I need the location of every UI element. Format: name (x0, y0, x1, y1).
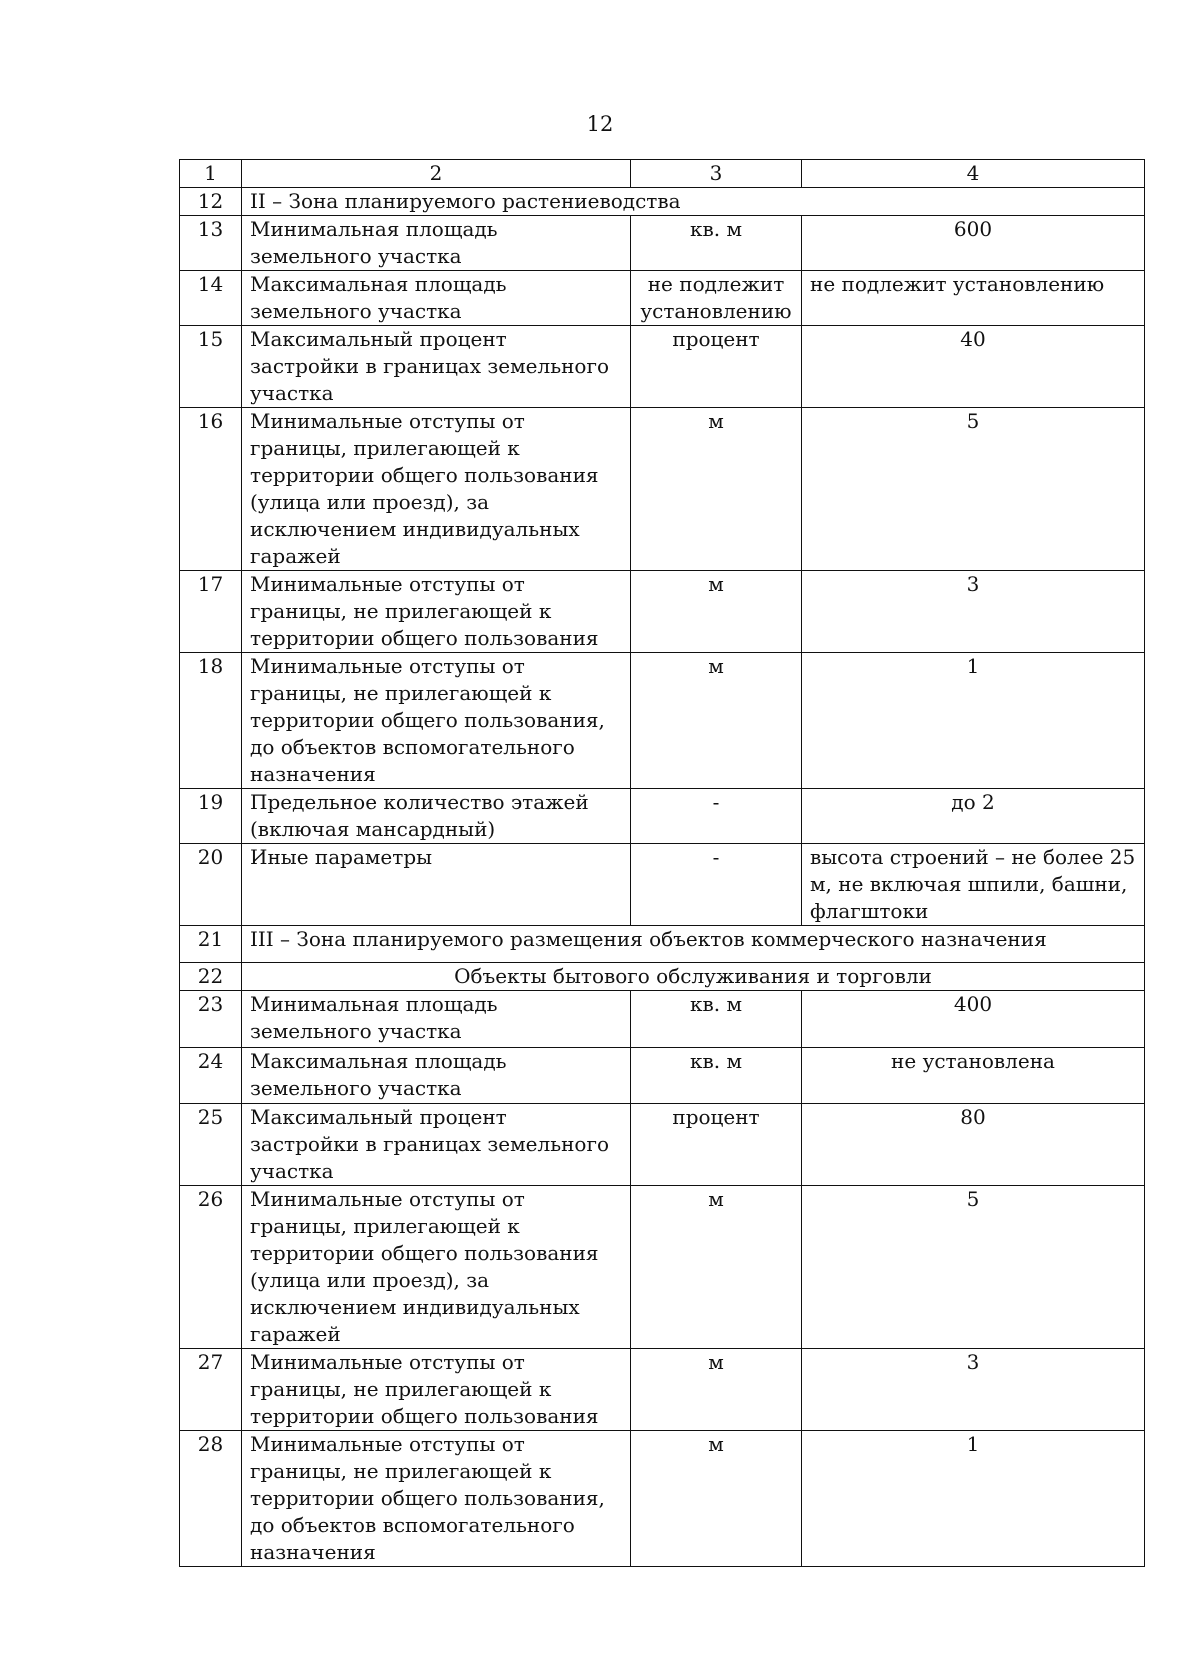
parameter-name: Максимальная площадь земельного участка (242, 1048, 631, 1104)
row-number: 27 (180, 1349, 242, 1431)
parameter-value: высота строений – не более 25 м, не включая шпили, башни, флагштоки (802, 844, 1145, 926)
subsection-title: Объекты бытового обслуживания и торговли (242, 963, 1145, 991)
unit: - (631, 789, 802, 844)
row-number: 12 (180, 188, 242, 216)
table-row (180, 1186, 1145, 1349)
column-number-1: 1 (180, 160, 242, 188)
parameter-value: 40 (802, 326, 1145, 408)
table-row (180, 271, 1145, 326)
unit: кв. м (631, 1048, 802, 1104)
row-number: 26 (180, 1186, 242, 1349)
unit: м (631, 408, 802, 571)
parameter-name: Минимальная площадь земельного участка (242, 991, 631, 1048)
unit: м (631, 1186, 802, 1349)
section-row (180, 188, 1145, 216)
table-row (180, 653, 1145, 789)
parameter-value: 5 (802, 408, 1145, 571)
section-title: II – Зона планируемого растениеводства (242, 188, 1145, 216)
parameter-value: до 2 (802, 789, 1145, 844)
parameter-name: Минимальные отступы от границы, не прилегающей к территории общего пользования, до объектов вспомогательного назначения (242, 653, 631, 789)
page-number: 12 (586, 112, 614, 136)
parameter-value: не установлена (802, 1048, 1145, 1104)
parameter-value: 400 (802, 991, 1145, 1048)
section-title: III – Зона планируемого размещения объектов коммерческого назначения (242, 926, 1145, 963)
row-number: 19 (180, 789, 242, 844)
subheading-row (180, 963, 1145, 991)
parameter-name: Максимальный процент застройки в границах земельного участка (242, 1104, 631, 1186)
row-number: 25 (180, 1104, 242, 1186)
parameters-table (179, 159, 1145, 1567)
column-number-2: 2 (242, 160, 631, 188)
section-row (180, 926, 1145, 963)
row-number: 15 (180, 326, 242, 408)
unit: не подлежит установлению (631, 271, 802, 326)
parameter-value: 80 (802, 1104, 1145, 1186)
parameter-value: 3 (802, 571, 1145, 653)
parameter-name: Минимальные отступы от границы, не прилегающей к территории общего пользования (242, 571, 631, 653)
unit: процент (631, 326, 802, 408)
column-number-4: 4 (802, 160, 1145, 188)
parameter-name: Максимальный процент застройки в границах земельного участка (242, 326, 631, 408)
parameter-name: Минимальная площадь земельного участка (242, 216, 631, 271)
row-number: 17 (180, 571, 242, 653)
table-row (180, 789, 1145, 844)
table-row (180, 1048, 1145, 1104)
table-row (180, 1104, 1145, 1186)
table-row (180, 408, 1145, 571)
parameter-name: Минимальные отступы от границы, не прилегающей к территории общего пользования (242, 1349, 631, 1431)
row-number: 18 (180, 653, 242, 789)
table-row (180, 326, 1145, 408)
parameter-value: 3 (802, 1349, 1145, 1431)
parameter-name: Минимальные отступы от границы, не прилегающей к территории общего пользования, до объектов вспомогательного назначения (242, 1431, 631, 1567)
unit: м (631, 571, 802, 653)
unit: процент (631, 1104, 802, 1186)
table-row (180, 1431, 1145, 1567)
row-number: 21 (180, 926, 242, 963)
parameter-value: 1 (802, 1431, 1145, 1567)
parameter-value: не подлежит установлению (802, 271, 1145, 326)
table-body (180, 160, 1145, 1567)
row-number: 23 (180, 991, 242, 1048)
unit: м (631, 653, 802, 789)
parameter-value: 5 (802, 1186, 1145, 1349)
row-number: 16 (180, 408, 242, 571)
parameter-name: Минимальные отступы от границы, прилегающей к территории общего пользования (улица или проезд), за исключением индивидуальных гаражей (242, 408, 631, 571)
parameter-value: 1 (802, 653, 1145, 789)
parameter-name: Минимальные отступы от границы, прилегающей к территории общего пользования (улица или проезд), за исключением индивидуальных гаражей (242, 1186, 631, 1349)
row-number: 13 (180, 216, 242, 271)
parameter-name: Предельное количество этажей (включая мансардный) (242, 789, 631, 844)
unit: кв. м (631, 216, 802, 271)
unit: - (631, 844, 802, 926)
row-number: 20 (180, 844, 242, 926)
parameter-name: Максимальная площадь земельного участка (242, 271, 631, 326)
unit: кв. м (631, 991, 802, 1048)
table-row (180, 844, 1145, 926)
parameter-value: 600 (802, 216, 1145, 271)
table-row (180, 216, 1145, 271)
table-row (180, 991, 1145, 1048)
unit: м (631, 1349, 802, 1431)
unit: м (631, 1431, 802, 1567)
parameter-name: Иные параметры (242, 844, 631, 926)
table-row (180, 1349, 1145, 1431)
column-number-row (180, 160, 1145, 188)
column-number-3: 3 (631, 160, 802, 188)
table-row (180, 571, 1145, 653)
row-number: 22 (180, 963, 242, 991)
row-number: 14 (180, 271, 242, 326)
row-number: 24 (180, 1048, 242, 1104)
row-number: 28 (180, 1431, 242, 1567)
